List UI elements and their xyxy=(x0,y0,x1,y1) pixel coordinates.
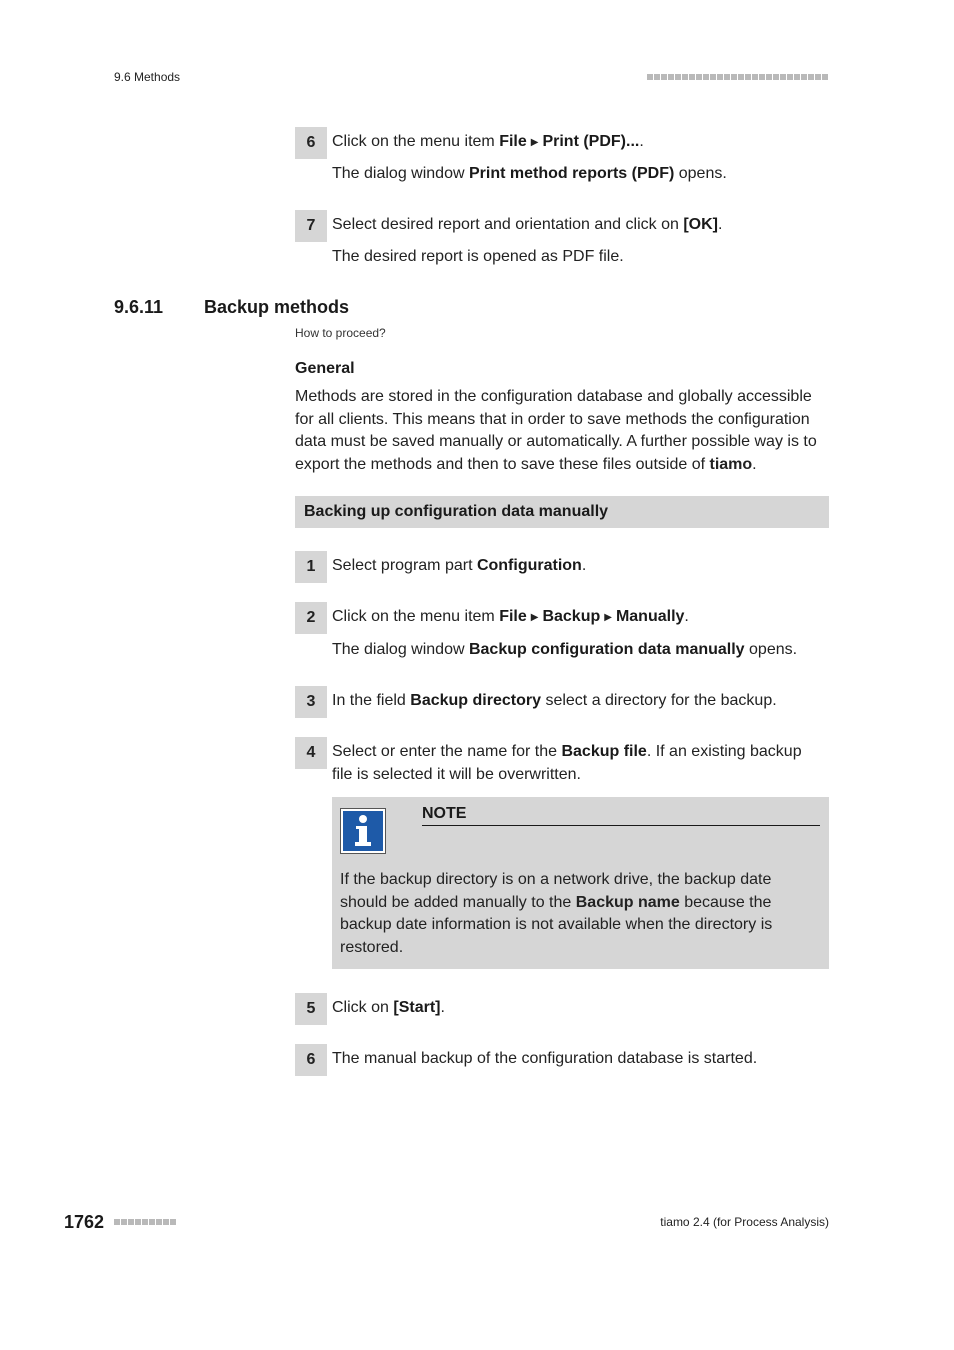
subsection-title: Backing up configuration data manually xyxy=(295,496,829,528)
menu-arrow-icon: ▶ xyxy=(530,612,539,623)
step-text: Select program part Configuration. xyxy=(332,557,587,574)
general-heading: General xyxy=(295,360,355,377)
step-text: Click on the menu item File ▶ Backup ▶ Manually. xyxy=(332,608,689,625)
step-number: 2 xyxy=(295,602,327,634)
header-decoration xyxy=(647,74,828,80)
step-text: The manual backup of the configuration database is started. xyxy=(332,1050,758,1067)
section-title: Backup methods xyxy=(204,297,350,317)
step-result: The desired report is opened as PDF file. xyxy=(332,248,624,265)
page-number: 1762 xyxy=(64,1212,105,1232)
menu-arrow-icon: ▶ xyxy=(604,612,612,623)
product-name: tiamo 2.4 (for Process Analysis) xyxy=(660,1215,829,1229)
footer-decoration xyxy=(114,1219,176,1225)
menu-arrow-icon: ▶ xyxy=(530,137,539,148)
general-paragraph: Methods are stored in the configuration database and globally accessible for all clients. This means that in order to save methods the configuration data must be saved manually or automatically. A further possible way is to export the methods and then to save these files outside of tiamo. xyxy=(295,388,817,473)
step-text: Click on [Start]. xyxy=(332,999,445,1016)
note-title: NOTE xyxy=(422,805,820,826)
step-number: 6 xyxy=(295,1044,327,1076)
info-icon xyxy=(340,808,386,854)
step-number: 5 xyxy=(295,993,327,1025)
step-number: 6 xyxy=(295,127,327,159)
step-number: 3 xyxy=(295,686,327,718)
step-number: 1 xyxy=(295,551,327,583)
step-text: Click on the menu item File ▶ Print (PDF).... xyxy=(332,133,644,150)
step-number: 7 xyxy=(295,210,327,242)
step-result: The dialog window Print method reports (PDF) opens. xyxy=(332,165,727,182)
step-text: Select desired report and orientation and click on [OK]. xyxy=(332,216,723,233)
header-section: 9.6 Methods xyxy=(114,70,181,84)
how-to-proceed: How to proceed? xyxy=(295,326,386,340)
section-number: 9.6.11 xyxy=(114,297,164,317)
step-result: The dialog window Backup configuration data manually opens. xyxy=(332,641,798,658)
step-text: In the field Backup directory select a directory for the backup. xyxy=(332,692,777,709)
step-text: Select or enter the name for the Backup file. If an existing backup file is selected it will be overwritten. xyxy=(332,743,802,783)
step-number: 4 xyxy=(295,737,327,769)
note-text: If the backup directory is on a network drive, the backup date should be added manually to the Backup name because the backup date information is not available when the directory is restored. xyxy=(340,871,773,956)
